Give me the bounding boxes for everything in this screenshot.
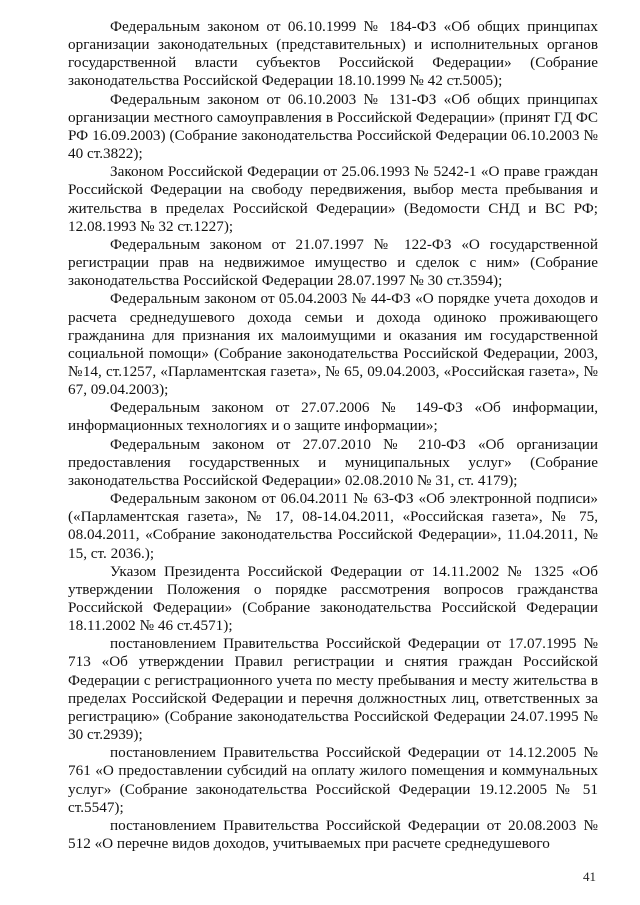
page-number: 41 bbox=[583, 869, 596, 884]
paragraph-law-63-fz: Федеральным законом от 06.04.2011 № 63-ФЗ «Об электронной подписи» («Парламентская газета», № 17, 08-14.04.2011, «Российская газета», № 75, 08.04.2011, «Собрание законодательства Российской Федерации», 11.04.2011, № 15, ст. 2036.); bbox=[68, 490, 598, 562]
paragraph-law-131-fz: Федеральным законом от 06.10.2003 № 131-ФЗ «Об общих принципах организации местного самоуправления в Российской Федерации» (принят ГД ФС РФ 16.09.2003) (Собрание законодательства Российской Федерации 06.10.2003 № 40 ст.3822); bbox=[68, 90, 598, 163]
paragraph-law-122-fz: Федеральным законом от 21.07.1997 № 122-ФЗ «О государственной регистрации прав на недвижимое имущество и сделок с ним» (Собрание законодательства Российской Федерации 28.07.1997 № 30 ст.3594); bbox=[68, 235, 598, 290]
paragraph-resolution-512: постановлением Правительства Российской Федерации от 20.08.2003 № 512 «О перечне видов доходов, учитываемых при расчете среднедушевого bbox=[68, 816, 598, 853]
document-body bbox=[68, 18, 598, 853]
paragraph-resolution-761: постановлением Правительства Российской Федерации от 14.12.2005 № 761 «О предоставлении субсидий на оплату жилого помещения и коммунальных услуг» (Собрание законодательства Российской Федерации 19.12.2005 № 51 ст.5547); bbox=[68, 744, 598, 816]
paragraph-law-184-fz: Федеральным законом от 06.10.1999 № 184-ФЗ «Об общих принципах организации законодательных (представительных) и исполнительных органов государственной власти субъектов Российской Федерации» (Собрание законодательства Российской Федерации 18.10.1999 № 42 ст.5005); bbox=[68, 18, 598, 90]
paragraph-law-210-fz: Федеральным законом от 27.07.2010 № 210-ФЗ «Об организации предоставления государственных и муниципальных услуг» (Собрание законодательства Российской Федерации» 02.08.2010 № 31, ст. 4179); bbox=[68, 435, 598, 489]
paragraph-law-149-fz: Федеральным законом от 27.07.2006 № 149-ФЗ «Об информации, информационных технологиях и о защите информации»; bbox=[68, 399, 598, 435]
paragraph-resolution-713: постановлением Правительства Российской Федерации от 17.07.1995 № 713 «Об утверждении Правил регистрации и снятия граждан Российской Федерации с регистрационного учета по месту пребывания и месту жительства в пределах Российской Федерации и перечня должностных лиц, ответственных за регистрацию» (Собрание законодательства Российской Федерации 24.07.1995 № 30 ст.2939); bbox=[68, 635, 598, 744]
paragraph-decree-1325: Указом Президента Российской Федерации от 14.11.2002 № 1325 «Об утверждении Положения о порядке рассмотрения вопросов гражданства Российской Федерации» (Собрание законодательства Российской Федерации 18.11.2002 № 46 ст.4571); bbox=[68, 562, 598, 635]
paragraph-law-44-fz: Федеральным законом от 05.04.2003 № 44-ФЗ «О порядке учета доходов и расчета среднедушевого дохода семьи и дохода одиноко проживающего гражданина для признания их малоимущими и оказания им государственной социальной помощи» (Собрание законодательства Российской Федерации, 2003, №14, ст.1257, «Парламентская газета», № 65, 09.04.2003, «Российская газета», № 67, 09.04.2003); bbox=[68, 290, 598, 399]
paragraph-law-5242-1: Законом Российской Федерации от 25.06.1993 № 5242-1 «О праве граждан Российской Федерации на свободу передвижения, выбор места пребывания и жительства в пределах Российской Федерации» (Ведомости СНД и ВС РФ; 12.08.1993 № 32 ст.1227); bbox=[68, 163, 598, 235]
